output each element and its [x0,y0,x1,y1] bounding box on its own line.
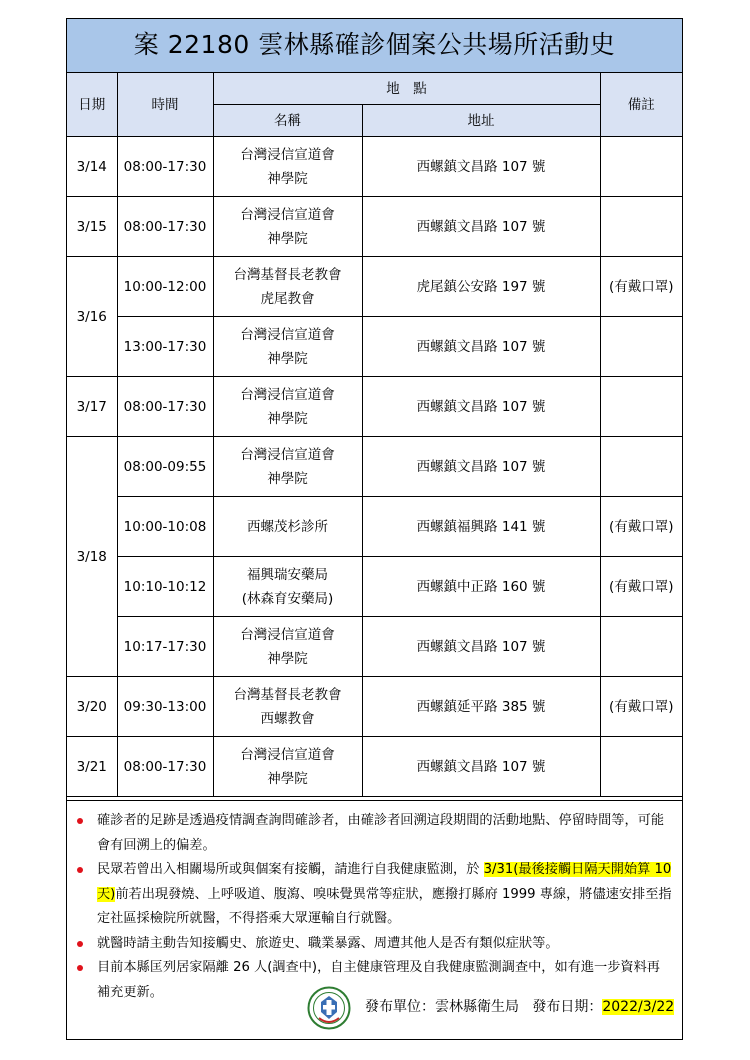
name-cell [213,497,362,557]
name-cell [213,737,362,797]
activity-table [67,73,682,797]
note-text: 目前本縣匡列居家隔離 26 人(調查中)，自主健康管理及自我健康監測調查中，如有進一步資料再補充更新。 [97,960,660,1000]
date-cell: 3/18 [67,437,117,677]
date-cell: 3/21 [67,737,117,797]
address-cell: 西螺鎮文昌路 107 號 [362,617,600,677]
name-line-2: 西螺教會 [260,710,315,727]
remark-cell [600,737,682,797]
address-cell: 西螺鎮文昌路 107 號 [362,377,600,437]
remark-cell [600,377,682,437]
issue-date-value: 2022/3/22 [602,999,675,1015]
bullet-icon [77,867,83,873]
name-line-1: 台灣基督長老教會 [233,266,342,283]
table-row [67,497,682,557]
name-cell [213,437,362,497]
address-cell: 西螺鎮文昌路 107 號 [362,737,600,797]
name-cell [213,317,362,377]
name-line-1: 台灣浸信宣道會 [240,386,335,403]
notes-section [67,800,682,1005]
header-date: 日期 [67,73,117,137]
name-line-2: 神學院 [267,410,308,427]
name-line-1: 台灣浸信宣道會 [240,746,335,763]
header-remarks: 備註 [600,73,682,137]
table-row [67,197,682,257]
date-cell: 3/16 [67,257,117,377]
table-row [67,317,682,377]
time-cell: 10:00-10:08 [117,497,213,557]
header-location: 地 點 [213,73,600,105]
name-line-2: 神學院 [267,170,308,187]
health-bureau-seal-icon [307,986,351,1030]
note-text-part: 民眾若曾出入相關場所或與個案有接觸，請進行自我健康監測，於 [97,862,484,877]
remark-cell [600,437,682,497]
note-text: 確診者的足跡是透過疫情調查詢問確診者，由確診者回溯這段期間的活動地點、停留時間等，可能會有回溯上的偏差。 [97,813,665,853]
name-line-1: 台灣浸信宣道會 [240,146,335,163]
note-item [77,858,672,932]
date-cell: 3/14 [67,137,117,197]
time-cell: 08:00-17:30 [117,137,213,197]
bullet-icon [77,818,83,824]
address-cell: 西螺鎮文昌路 107 號 [362,437,600,497]
address-cell: 虎尾鎮公安路 197 號 [362,257,600,317]
table-row [67,677,682,737]
issue-date-label: 發布日期： [532,999,603,1015]
page-title: 案 22180 雲林縣確診個案公共場所活動史 [67,19,682,73]
name-line-1: 台灣基督長老教會 [233,686,342,703]
note-item [77,809,672,858]
name-line-1: 台灣浸信宣道會 [240,446,335,463]
name-line-2: 神學院 [267,230,308,247]
name-cell [213,137,362,197]
name-line-1: 台灣浸信宣道會 [240,326,335,343]
table-header-row [67,73,682,105]
time-cell: 08:00-17:30 [117,737,213,797]
note-text-part: 前若出現發燒、上呼吸道、腹瀉、嗅味覺異常等症狀，應撥打縣府 1999 專線，將儘速安排至指定社區採檢院所就醫，不得搭乘大眾運輸自行就醫。 [97,886,672,926]
address-cell: 西螺鎮文昌路 107 號 [362,317,600,377]
time-cell: 08:00-17:30 [117,377,213,437]
time-cell: 09:30-13:00 [117,677,213,737]
date-cell: 3/17 [67,377,117,437]
bullet-icon [77,941,83,947]
note-item [77,932,672,957]
table-row [67,437,682,497]
remark-cell: (有戴口罩) [600,557,682,617]
date-cell: 3/20 [67,677,117,737]
time-cell: 08:00-17:30 [117,197,213,257]
name-line-1: 西螺茂杉診所 [247,518,328,535]
name-cell [213,377,362,437]
name-line-2: 神學院 [267,770,308,787]
name-cell [213,617,362,677]
remark-cell: (有戴口罩) [600,677,682,737]
document-frame [66,18,683,1040]
table-row [67,617,682,677]
address-cell: 西螺鎮福興路 141 號 [362,497,600,557]
remark-cell [600,617,682,677]
footer-text [365,996,674,1018]
time-cell: 10:00-12:00 [117,257,213,317]
name-cell [213,257,362,317]
remark-cell [600,317,682,377]
name-cell [213,557,362,617]
name-cell [213,197,362,257]
date-cell: 3/15 [67,197,117,257]
address-cell: 西螺鎮文昌路 107 號 [362,137,600,197]
header-address: 地址 [362,105,600,137]
notes-list [77,809,672,1005]
address-cell: 西螺鎮延平路 385 號 [362,677,600,737]
header-time: 時間 [117,73,213,137]
note-text: 就醫時請主動告知接觸史、旅遊史、職業暴露、周遭其他人是否有類似症狀等。 [97,935,559,951]
table-row [67,377,682,437]
name-line-1: 福興瑞安藥局 [247,566,328,583]
time-cell: 10:10-10:12 [117,557,213,617]
footer [307,984,677,1034]
name-cell [213,677,362,737]
name-line-2: (林森育安藥局) [241,590,334,607]
table-row [67,137,682,197]
highlighted-deadline: 3/31(最後接觸日隔天開始算 10 天) [97,862,672,902]
remark-cell: (有戴口罩) [600,497,682,557]
remark-cell [600,197,682,257]
issuer-label: 發布單位：雲林縣衛生局 [365,999,519,1015]
table-row [67,257,682,317]
address-cell: 西螺鎮文昌路 107 號 [362,197,600,257]
bullet-icon [77,965,83,971]
remark-cell: (有戴口罩) [600,257,682,317]
name-line-2: 神學院 [267,650,308,667]
name-line-2: 虎尾教會 [260,290,315,307]
header-name: 名稱 [213,105,362,137]
remark-cell [600,137,682,197]
table-row [67,737,682,797]
name-line-2: 神學院 [267,470,308,487]
name-line-1: 台灣浸信宣道會 [240,206,335,223]
time-cell: 13:00-17:30 [117,317,213,377]
table-row [67,557,682,617]
name-line-2: 神學院 [267,350,308,367]
time-cell: 08:00-09:55 [117,437,213,497]
address-cell: 西螺鎮中正路 160 號 [362,557,600,617]
name-line-1: 台灣浸信宣道會 [240,626,335,643]
time-cell: 10:17-17:30 [117,617,213,677]
